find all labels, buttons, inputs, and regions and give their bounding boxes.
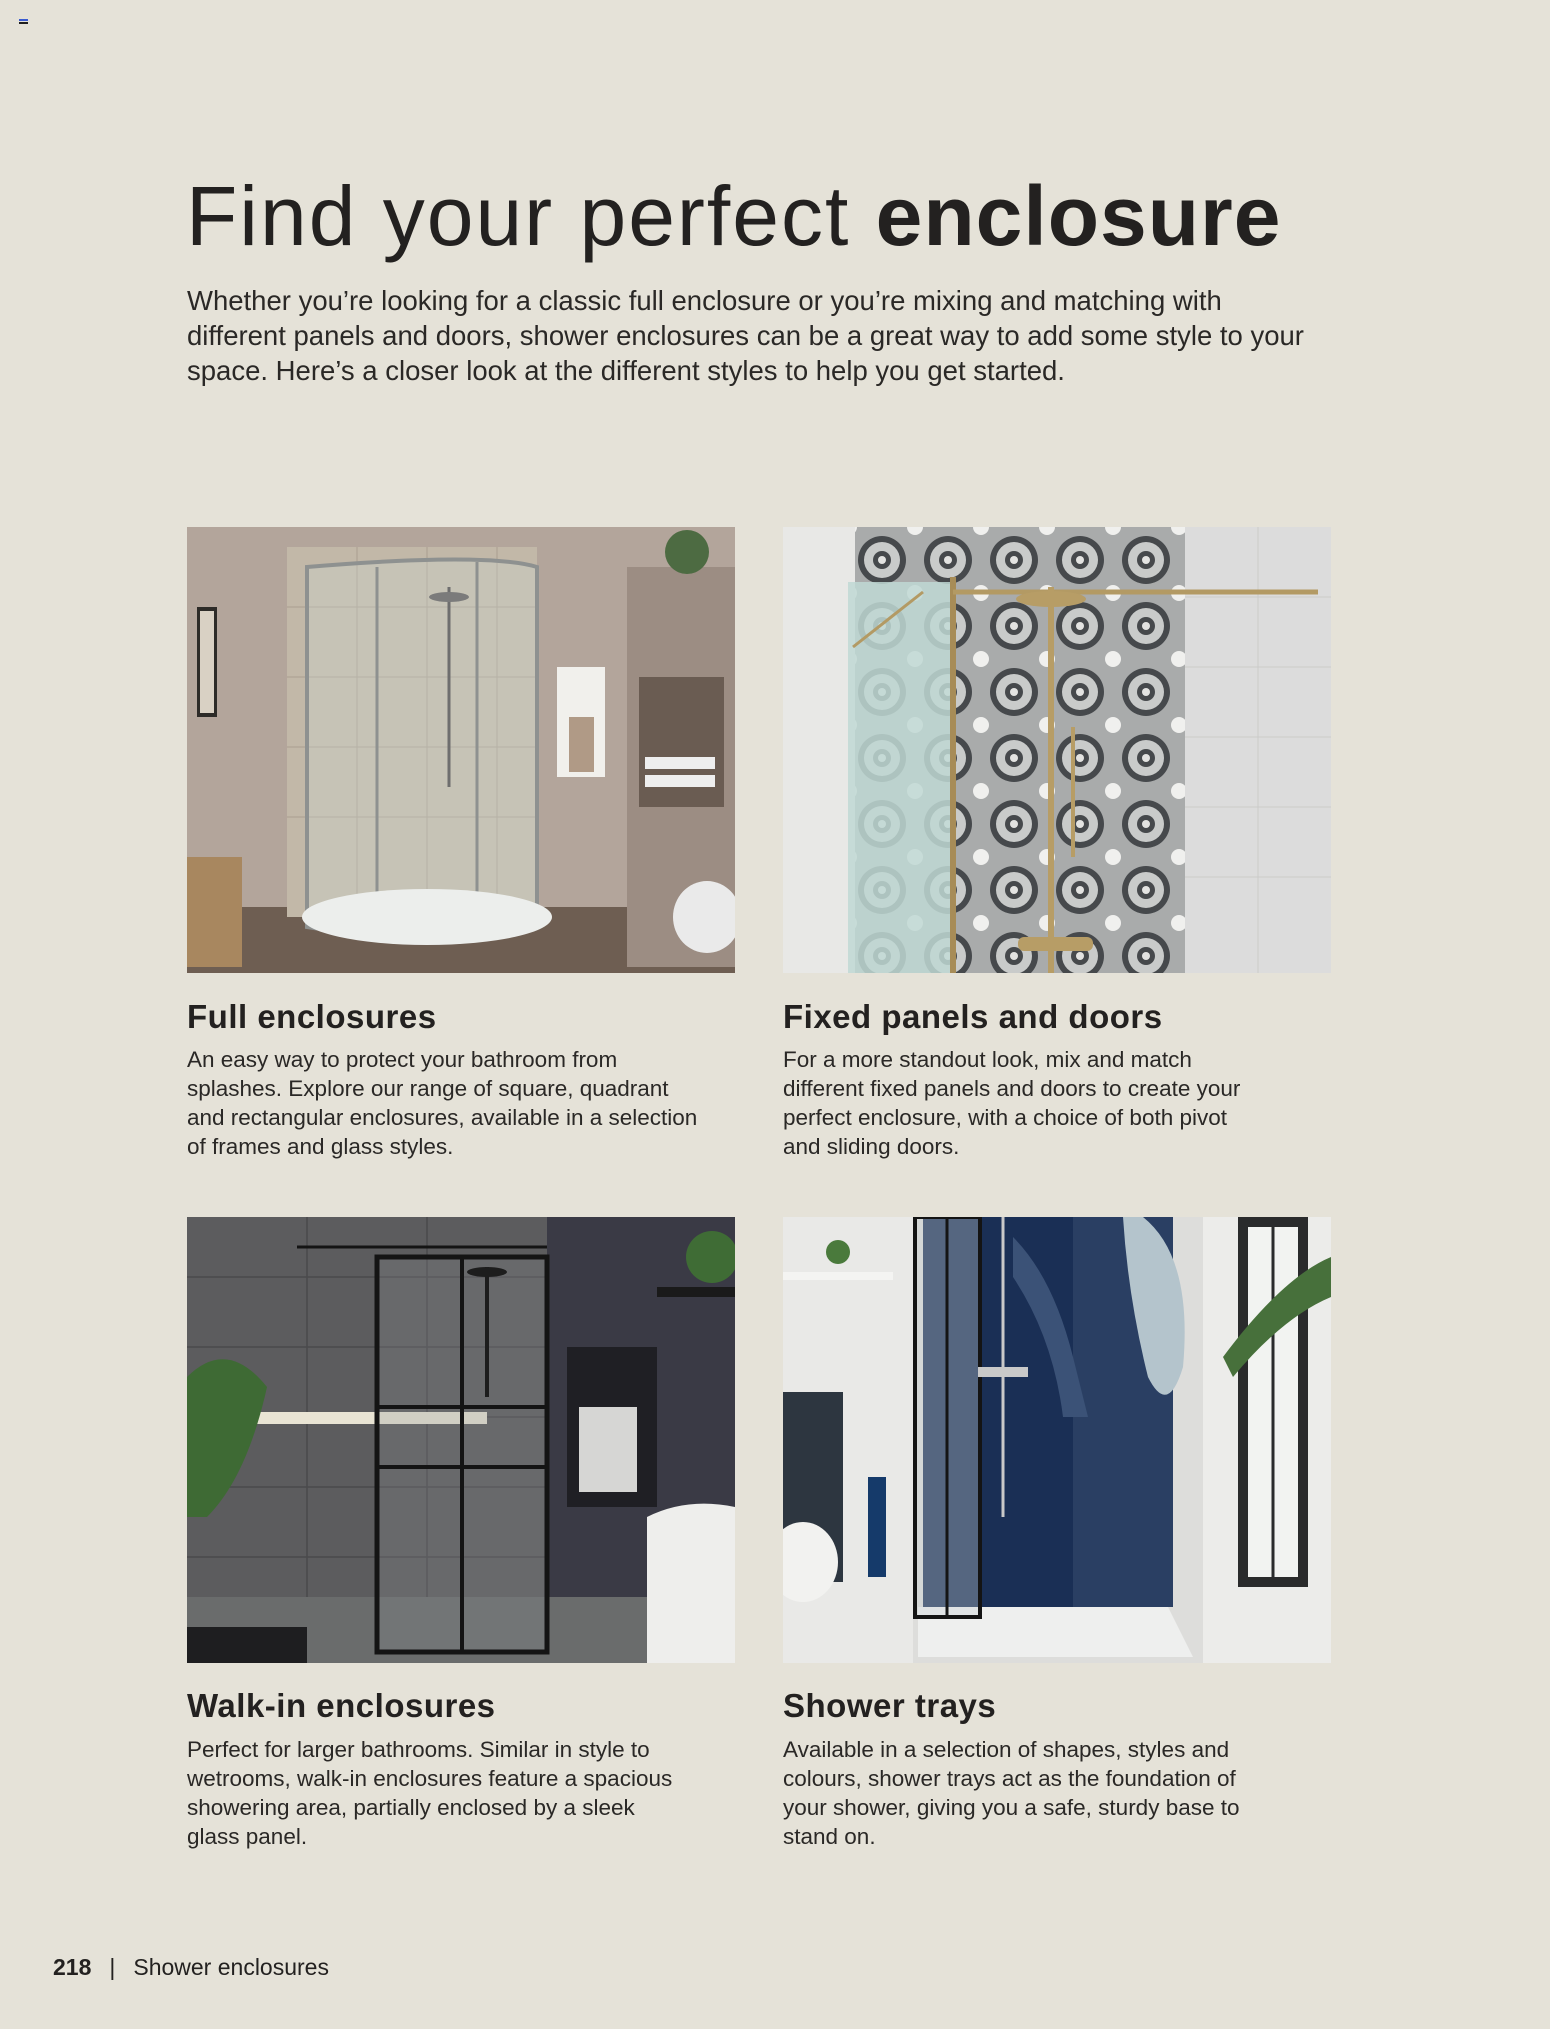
card-body-fixed-panels: For a more standout look, mix and match different fixed panels and doors to create your perfect enclosure, with a choice of both pivot and sliding doors. [783, 1047, 1241, 1159]
page-title-light: Find your perfect [186, 169, 876, 263]
page-title-bold: enclosure [875, 169, 1282, 263]
fixed-panels-photo [783, 527, 1331, 973]
card-body-walk-in: Perfect for larger bathrooms. Similar in style to wetrooms, walk-in enclosures feature a spacious showering area, partially enclosed by a sleek glass panel. [187, 1737, 673, 1849]
intro-paragraph: Whether you’re looking for a classic full enclosure or you’re mixing and matching with different panels and doors, shower enclosures can be a great way to add some style to your space. Here’s a closer look at the different styles to help you get started. [187, 285, 1304, 386]
card-title-walk-in: Walk-in enclosures [187, 1687, 496, 1724]
walk-in-enclosure-photo [187, 1217, 735, 1663]
page-footer [53, 1952, 329, 1982]
full-enclosure-photo [187, 527, 735, 973]
flag-icon [19, 19, 28, 26]
section-name: Shower enclosures [133, 1954, 329, 1980]
card-body-full-enclosures: An easy way to protect your bathroom from splashes. Explore our range of square, quadrant and rectangular enclosures, available in a selection of frames and glass styles. [187, 1047, 698, 1159]
card-body-shower-trays: Available in a selection of shapes, styles and colours, shower trays act as the foundation of your shower, giving you a safe, sturdy base to stand on. [783, 1737, 1240, 1849]
card-title-shower-trays: Shower trays [783, 1687, 997, 1724]
page-title [186, 168, 1281, 264]
shower-tray-photo [783, 1217, 1331, 1663]
page-number: 218 [53, 1954, 92, 1980]
footer-separator: | [109, 1954, 116, 1980]
card-title-full-enclosures: Full enclosures [187, 998, 437, 1035]
card-title-fixed-panels: Fixed panels and doors [783, 998, 1163, 1035]
